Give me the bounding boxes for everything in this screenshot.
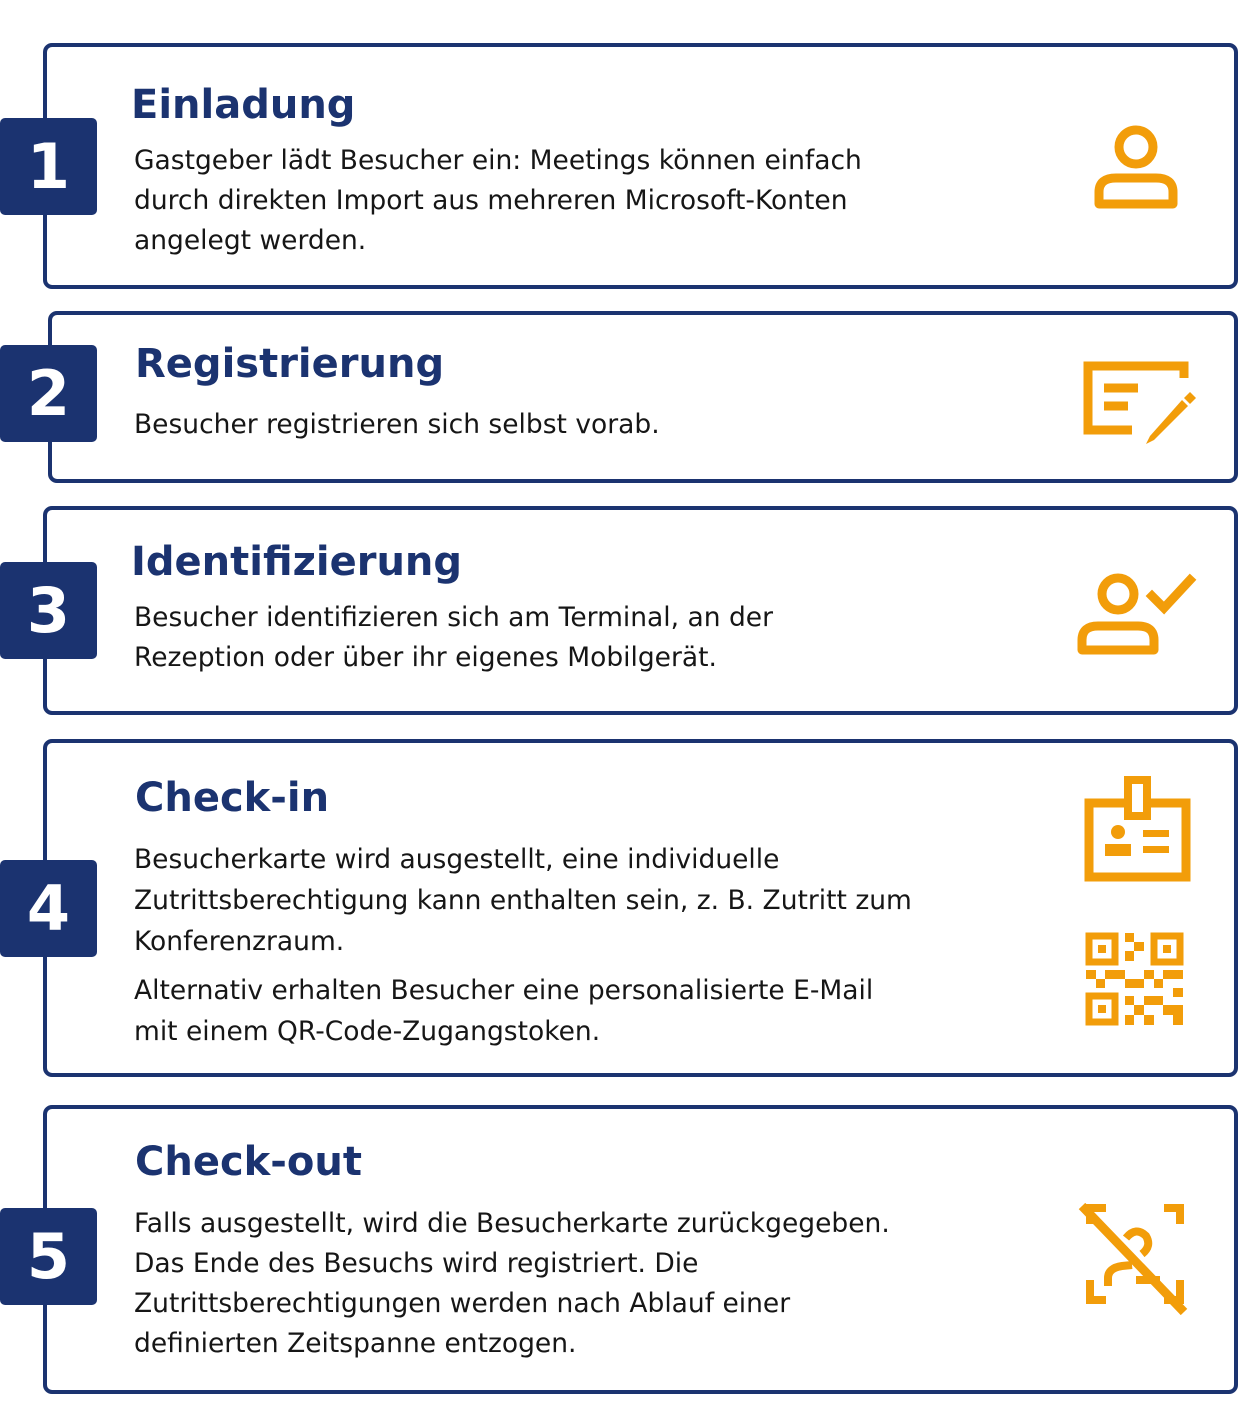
step-title-5: Check-out: [135, 1139, 362, 1185]
step-text-5-line-4: definierten Zeitspanne entzogen.: [134, 1328, 577, 1359]
step-text-5-line-1: Falls ausgestellt, wird die Besucherkarte zurückgegeben.: [134, 1208, 890, 1239]
step-card-2: [48, 311, 1238, 483]
step-number-1: 1: [0, 118, 97, 215]
step-text-2-line-1: Besucher registrieren sich selbst vorab.: [134, 409, 660, 440]
user-scan-off-icon: [1076, 1200, 1196, 1320]
step-text-4-line-5: mit einem QR-Code-Zugangstoken.: [134, 1016, 601, 1047]
user-check-icon: [1074, 568, 1199, 663]
step-text-3-line-1: Besucher identifizieren sich am Terminal, an der: [134, 602, 773, 633]
step-number-3: 3: [0, 562, 97, 659]
form-edit-icon: [1080, 358, 1200, 448]
step-text-1-line-2: durch direkten Import aus mehreren Microsoft-Konten: [134, 185, 848, 216]
step-text-3-line-2: Rezeption oder über ihr eigenes Mobilgerät.: [134, 642, 717, 673]
step-text-4-line-4: Alternativ erhalten Besucher eine personalisierte E-Mail: [134, 975, 874, 1006]
step-text-5-line-2: Das Ende des Besuchs wird registriert. Die: [134, 1248, 699, 1279]
step-text-5-line-3: Zutrittsberechtigungen werden nach Ablauf einer: [134, 1288, 791, 1319]
step-text-4-line-3: Konferenzraum.: [134, 926, 345, 957]
user-icon: [1080, 118, 1190, 218]
step-text-1-line-1: Gastgeber lädt Besucher ein: Meetings können einfach: [134, 145, 862, 176]
step-title-1: Einladung: [131, 82, 356, 128]
step-title-2: Registrierung: [135, 341, 445, 387]
qr-code-icon: [1083, 930, 1188, 1030]
step-number-2: 2: [0, 345, 97, 442]
step-text-1-line-3: angelegt werden.: [134, 225, 367, 256]
step-number-4: 4: [0, 860, 97, 957]
step-text-4-line-2: Zutrittsberechtigung kann enthalten sein, z. B. Zutritt zum: [134, 885, 912, 916]
step-title-4: Check-in: [135, 775, 330, 821]
badge-icon: [1080, 776, 1195, 886]
step-text-4-line-1: Besucherkarte wird ausgestellt, eine individuelle: [134, 844, 780, 875]
step-number-5: 5: [0, 1208, 97, 1305]
step-title-3: Identifizierung: [131, 539, 463, 585]
